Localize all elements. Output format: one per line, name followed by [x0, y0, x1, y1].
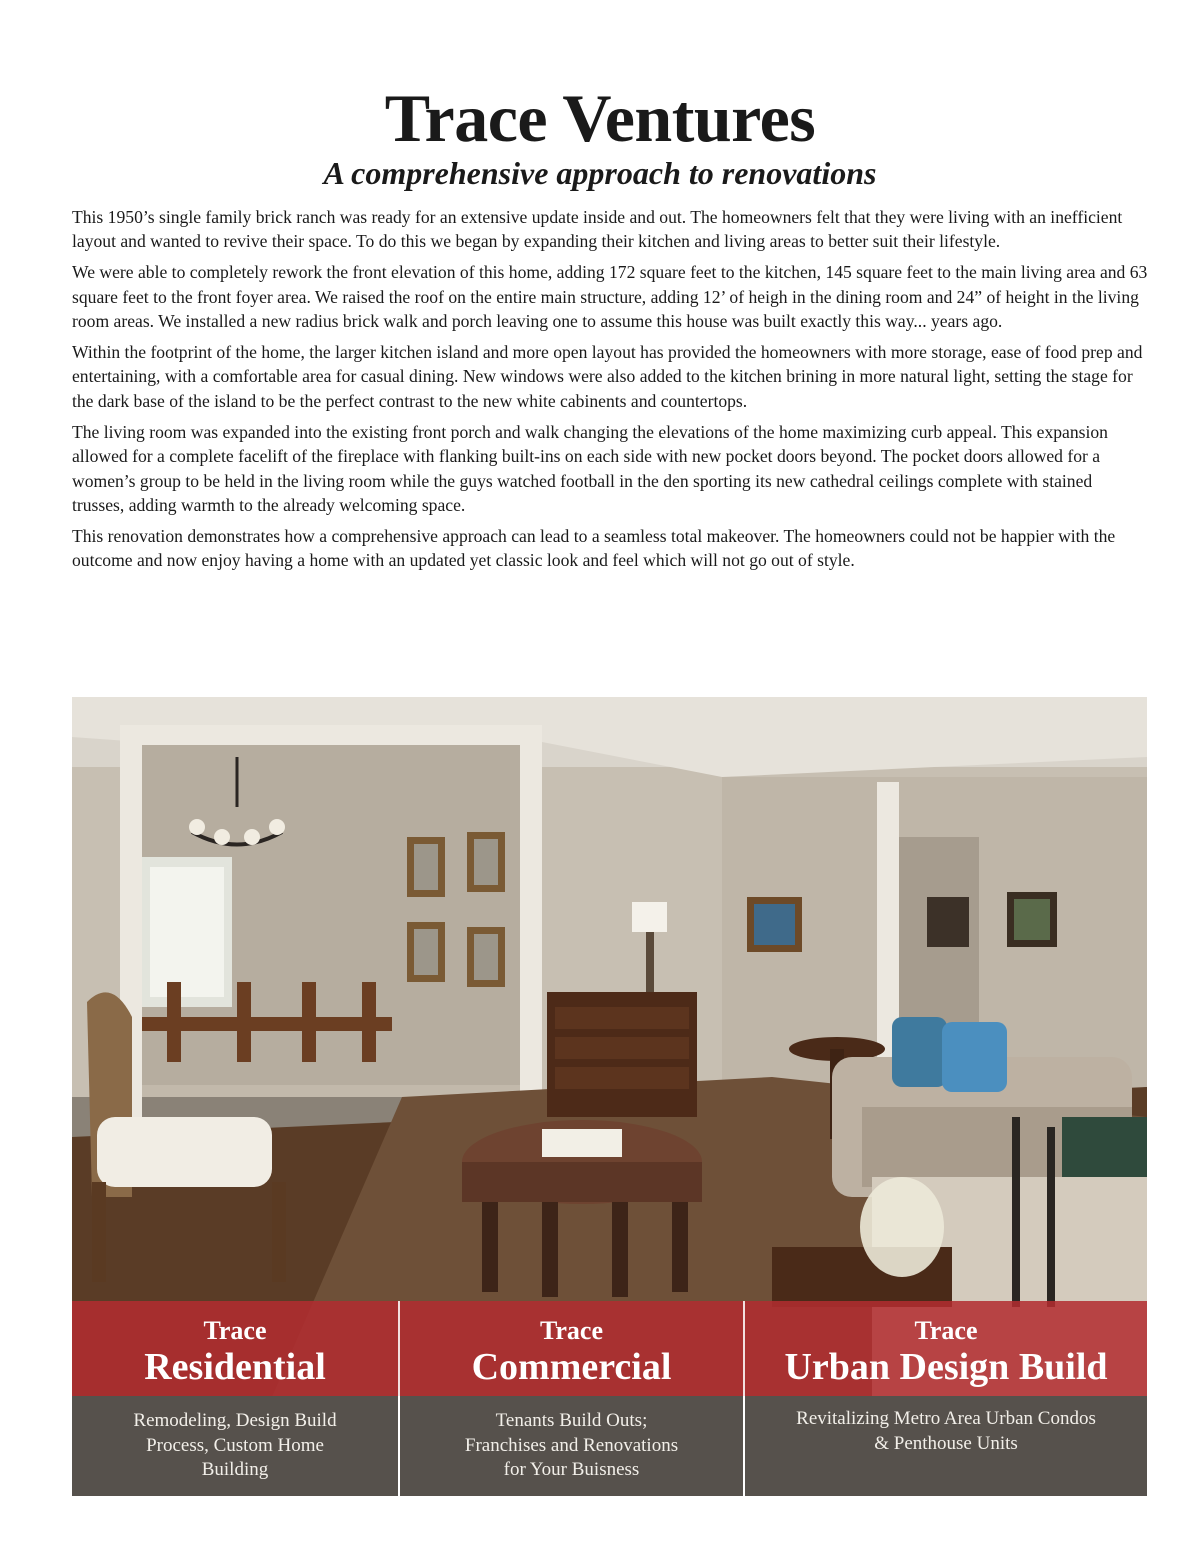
- article-paragraph: This 1950’s single family brick ranch was ready for an extensive update inside and out. The homeowners felt that they were living with an inefficient layout and wanted to revive their space. To do this we began by expanding their kitchen and living areas to better suit their lifestyle.: [72, 207, 1123, 252]
- description-line: & Penthouse Units: [874, 1432, 1018, 1454]
- page-title: Trace Ventures: [384, 80, 816, 156]
- article-paragraph: We were able to completely rework the front elevation of this home, adding 172 square feet to the kitchen, 145 square feet to the main living area and 63 square feet to the front foyer area. We raised the roof on the entire main structure, adding 12’ of heigh in the dining room and 24” of height in the living room areas. We installed a new radius brick walk and porch leaving one to assume this house was built exactly this way... years ago.: [72, 262, 1148, 332]
- article-body: [72, 205, 1148, 579]
- service-name: Residential: [144, 1346, 326, 1388]
- service-descriptions: [72, 1396, 1147, 1496]
- description-line: Franchises and Renovations: [464, 1434, 679, 1456]
- service-description-residential: [72, 1396, 398, 1496]
- living-room-photo: [72, 697, 1147, 1397]
- article-paragraph: Within the footprint of the home, the larger kitchen island and more open layout has provided the homeowners with more storage, ease of food prep and entertaining, with a comfortable area for casual dining. New windows were also added to the kitchen brining in more natural light, setting the stage for the dark base of the island to be the perfect contrast to the new white cabinents and countertops.: [72, 342, 1143, 411]
- page-subtitle: A comprehensive approach to renovations: [323, 155, 877, 191]
- service-description-commercial: [398, 1396, 743, 1496]
- service-kicker: Trace: [203, 1316, 267, 1345]
- service-headings: [72, 1301, 1147, 1396]
- description-line: Revitalizing Metro Area Urban Condos: [796, 1408, 1096, 1429]
- service-name: Urban Design Build: [784, 1346, 1108, 1388]
- service-kicker: Trace: [539, 1316, 604, 1345]
- service-urban-design-build: [743, 1301, 1147, 1396]
- service-kicker: Trace: [914, 1316, 978, 1345]
- service-description-urban-design-build: [743, 1396, 1147, 1496]
- service-residential: [72, 1301, 398, 1396]
- service-name: Commercial: [471, 1346, 672, 1388]
- description-line: Tenants Build Outs;: [495, 1410, 648, 1431]
- article-paragraph: This renovation demonstrates how a comprehensive approach can lead to a seamless total makeover. The homeowners could not be happier with the outcome and now enjoy having a home with an updated yet classic look and feel which will not go out of style.: [72, 525, 1116, 571]
- description-line: Building: [201, 1459, 269, 1480]
- article-paragraph: The living room was expanded into the existing front porch and walk changing the elevations of the home maximizing curb appeal. This expansion allowed for a complete facelift of the fireplace with flanking built-ins on each side with new pocket doors beyond. The pocket doors allowed for a women’s group to be held in the living room while the guys watched football in the den sporting its new cathedral ceilings complete with stained trusses, adding warmth to the already welcoming space.: [72, 421, 1108, 515]
- description-line: Process, Custom Home: [146, 1434, 324, 1456]
- description-line: for Your Buisness: [503, 1459, 640, 1480]
- service-commercial: [398, 1301, 743, 1396]
- description-line: Remodeling, Design Build: [133, 1410, 337, 1431]
